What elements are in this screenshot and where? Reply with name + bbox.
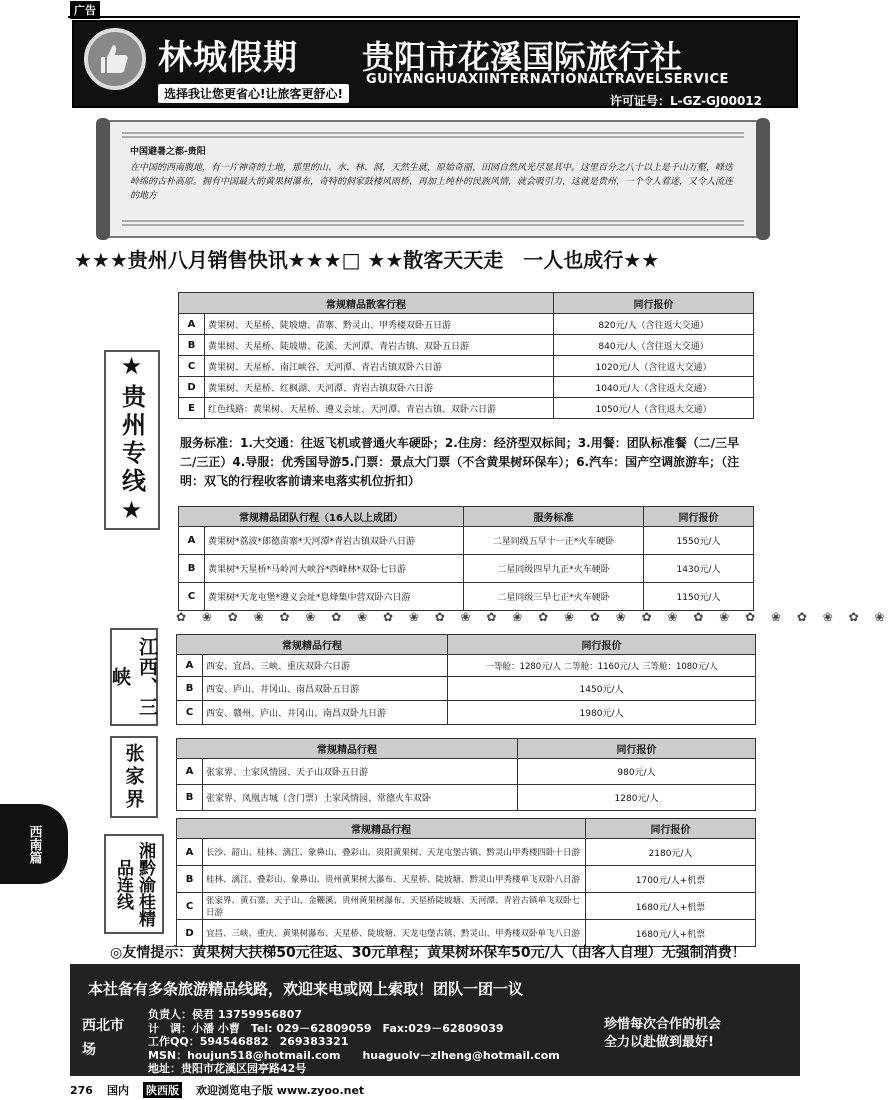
column-header: 常规精品团队行程（16人以上成团） (179, 507, 464, 527)
table-row: A 黄果树*荔波*郎德苗寨*天河潭*青岩古镇双卧八日游 二星同级五早十一正*火车硬卧 1550元/人 (179, 527, 754, 555)
ad-tag: 广告 (70, 1, 100, 19)
contact-info (148, 1008, 560, 1076)
scroll-rod-left (96, 118, 110, 240)
column-header: 服务标准 (464, 507, 644, 527)
column-header: 常规精品行程 (177, 739, 518, 759)
page-number: 276 (70, 1083, 93, 1097)
scroll-title: 中国避暑之都-贵阳 (130, 147, 206, 157)
contact-address: 地址：贵阳市花溪区园亭路42号 (148, 1062, 307, 1075)
table-row: C 黄果树、天星桥、南江峡谷、天河潭、青岩古镇双卧六日游 1020元/人（含往返大交通） (179, 356, 754, 377)
table-row: C 西安、赣州、庐山、井冈山、南昌双卧九日游 1980元/人 (177, 701, 756, 725)
multi-province-table (176, 818, 756, 947)
table-row: B 黄果树、天星桥、陡坡塘、花溪、天河潭、青岩古镇、双卧五日游 840元/人（含往返大交通） (179, 335, 754, 356)
column-header: 同行报价 (554, 293, 754, 314)
guizhou-side-label: ★贵州专线★ (104, 350, 160, 530)
ornamental-divider: ✿ ❀ ✿ ❀ ✿ ❀ ✿ ❀ ✿ ❀ ✿ ❀ ✿ ❀ ✿ ❀ ✿ ❀ ✿ ❀ ✿ ❀ ✿ ❀ ✿ ❀ ✿ ❀ (176, 610, 891, 624)
website-link[interactable]: 欢迎浏览电子版 www.zyoo.net (195, 1084, 365, 1097)
table-row: C 黄果树*天龙屯堡*遵义会址*息烽集中营双卧六日游 二星同级三早七正*火车硬卧 1150元/人 (179, 583, 754, 611)
table-row: A 长沙、韶山、桂林、漓江、象鼻山、叠彩山、贵阳黄果树、天龙屯堡古镇、黔灵山甲秀楼四卧十日游 2180元/人 (177, 839, 756, 866)
table-row: A 西安、宜昌、三峡、重庆双卧六日游 一等舱：1280元/人 二等舱：1160元/人 三等舱：1080元/人 (177, 655, 756, 677)
column-header: 常规精品散客行程 (179, 293, 554, 314)
company-logo (84, 28, 146, 90)
contact-qq: 工作QQ：594546882 269383321 (148, 1035, 349, 1048)
zhangjiajie-side-label: 张家界 (110, 736, 158, 818)
footer-title: 本社备有多条旅游精品线路，欢迎来电或网上索取！团队一团一议 (88, 980, 524, 998)
scroll-rod-right (756, 118, 770, 240)
service-standards: 服务标准：1.大交通：往返飞机或普通火车硬卧；2.住房：经济型双标间；3.用餐：团队标准餐（二/三早二/三正）4.导服：优秀国导游5.门票：景点大门票（不含黄果树环保车）；6.汽车：国产空调旅游车；（注明：双飞的行程收客前请来电落实机位折扣） (180, 436, 740, 488)
guizhou-individual-table (178, 292, 754, 419)
footer-motto (604, 1016, 721, 1052)
region-label: 国内 (106, 1084, 129, 1097)
slogan: 选择我让您更省心!让旅客更舒心! (158, 84, 349, 103)
table-row: B 张家界、凤凰古城（含门票）土家风情园、常德火车双卧 1280元/人 (177, 785, 756, 811)
market-label: 西北市场 (82, 1018, 124, 1058)
table-row: D 黄果树、天星桥、红枫湖、天河潭、青岩古镇双卧六日游 1040元/人（含往返大交通） (179, 377, 754, 398)
table-row: A 黄果树、天星桥、陡坡塘、苗寨、黔灵山、甲秀楼双卧五日游 820元/人（含往返大交通） (179, 314, 754, 335)
column-header: 同行报价 (518, 739, 756, 759)
contact-manager: 负责人：侯君 13759956807 (148, 1008, 303, 1021)
column-header: 常规精品行程 (177, 819, 586, 839)
column-header: 同行报价 (586, 819, 756, 839)
table-row: B 西安、庐山、井冈山、南昌双卧五日游 1450元/人 (177, 677, 756, 701)
table-row: D 宜昌、三峡、重庆、黄果树瀑布、天星桥、陡坡塘、天龙屯堡古镇、黔灵山、甲秀楼双卧单飞八日游 1680元/人+机票 (177, 920, 756, 947)
intro-scroll (102, 120, 764, 238)
thumbs-up-icon (95, 39, 135, 79)
table-row: B 黄果树*天星桥*马岭河大峡谷*西峰林*双卧七日游 二星同级四早九正*火车硬卧 1430元/人 (179, 555, 754, 583)
guizhou-group-table (178, 506, 754, 611)
page-footer (70, 1080, 800, 1100)
zhangjiajie-table (176, 738, 756, 811)
company-name: 贵阳市花溪国际旅行社 (362, 38, 683, 76)
headline: ★★★贵州八月销售快讯★★★□ ★★散客天天走 一人也成行★★ (74, 248, 660, 272)
contact-phone: 计 调：小潘 小曹 Tel: 029－62809059 Fax:029－62809039 (148, 1021, 504, 1035)
company-english-name: GUIYANGHUAXIINTERNATIONALTRAVELSERVICE (366, 72, 729, 87)
top-bar (68, 0, 800, 18)
table-row: B 桂林、漓江、叠彩山、象鼻山、贵州黄果树大瀑布、天星桥、陡坡塘、黔灵山甲秀楼单飞双卧八日游 1700元/人+机票 (177, 866, 756, 893)
table-row: C 张家界、黄石寨、天子山、金鞭溪、贵州黄果树瀑布、天星桥陡坡塘、天河潭、青岩古镇单飞双卧七日游 1680元/人+机票 (177, 893, 756, 920)
table-row: E 红色线路：黄果树、天星桥、遵义会址、天河潭、青岩古镇、双卧六日游 1050元/人（含往返大交通） (179, 398, 754, 419)
hunan-side-label: 湘黔渝桂精品连线 (104, 834, 164, 934)
column-header: 同行报价 (448, 635, 756, 655)
table-row: A 张家界、土家风情园、天子山双卧五日游 980元/人 (177, 759, 756, 785)
license-number: 许可证号：L-GZ-GJ00012 (610, 94, 763, 108)
motto-line-2: 全力以赴做到最好! (604, 1035, 714, 1050)
column-header: 同行报价 (644, 507, 754, 527)
column-header: 常规精品行程 (177, 635, 448, 655)
jiangxi-side-label: 江西、三峡 (110, 628, 158, 726)
contact-msn: MSN：houjun518@hotmail.com huaguolv－zlheng@hotmail.com (148, 1048, 560, 1062)
southwest-tab: 西南篇 (0, 804, 68, 884)
scroll-text: 在中国的西南腹地，有一片神奇的土地，那里的山、水、林、洞，天然生就，原始奇丽，田园自然风光尽显其中。这里百分之八十以上是千山万壑，峰迭岭绵的古朴高原。拥有中国最大的黄果树瀑布，奇特的侗家鼓楼风雨桥，再加上纯朴的民族风情，就会吸引力，这就是贵州，一个令人着迷，又令人流连的地方 (130, 163, 734, 201)
jiangxi-table (176, 634, 756, 725)
brand-name: 林城假期 (158, 38, 298, 78)
motto-line-1: 珍惜每次合作的机会 (604, 1017, 722, 1032)
edition-tag: 陕西版 (143, 1082, 182, 1098)
friendly-tip: ◎友情提示：黄果树大扶梯50元往返、30元单程；黄果树环保车50元/人（由客人自理）无强制消费！ (110, 945, 746, 961)
